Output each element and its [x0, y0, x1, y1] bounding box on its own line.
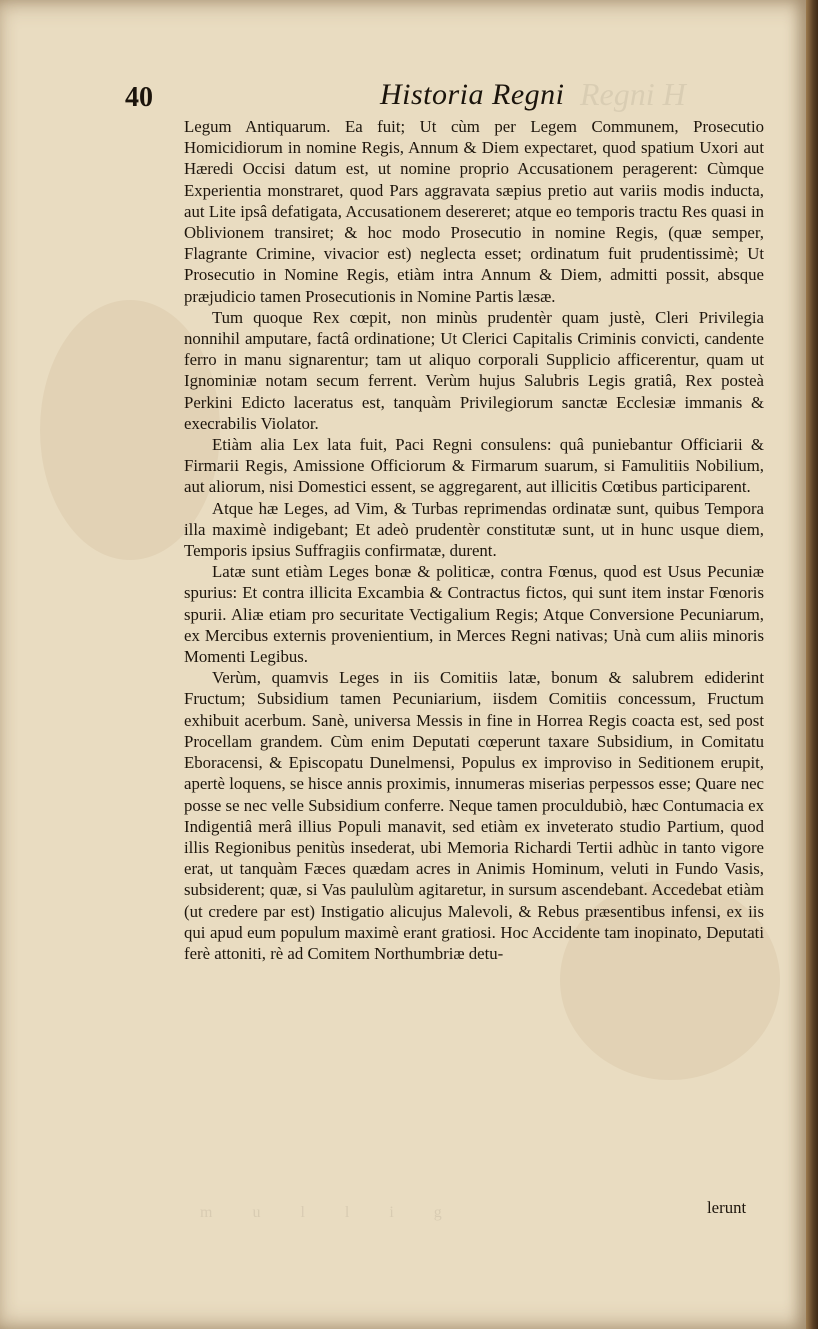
- paragraph: Legum Antiquarum. Ea fuit; Ut cùm per Legem Communem, Prosecutio Homicidiorum in nomine Regis, Annum & Diem expectaret, quod spatium Uxori aut Hæredi Occisi datum est, ut nomine proprio Accusationem peragerent: Cùmque Experientia monstraret, quod Pars aggravata sæpius pretio aut variis modis inducta, aut Lite ipsâ defatigata, Accusationem desereret; atque eo temporis tractu Res quasi in Oblivionem transiret; & hoc modo Prosecutio in nomine Regis, (quæ semper, Flagrante Crimine, vivacior est) neglecta esset; ordinatum fuit prudentissimè; Ut Prosecutio in Nomine Regis, etiàm intra Annum & Diem, admitti possit, absque præjudicio tamen Prosecutionis in Nomine Partis læsæ.: [184, 117, 764, 306]
- show-through-text: m u l l i g: [200, 1204, 460, 1221]
- show-through-text: Regni H: [580, 76, 686, 112]
- running-head: Historia Regni: [380, 78, 565, 111]
- page-body-text: [184, 116, 764, 964]
- catchword: lerunt: [707, 1198, 747, 1217]
- page-edge: [806, 0, 818, 1329]
- paragraph: Tum quoque Rex cœpit, non minùs prudentèr quam justè, Cleri Privilegia nonnihil amputare, factâ ordinatione; Ut Clerici Capitalis Criminis convicti, candente ferro in manu signarentur; tam ut aliquo corporali Supplicio afficerentur, quam ut Ignominiæ notam secum ferrent. Verùm hujus Salubris Legis gratiâ, Rex posteà Perkini Edicto laceratus est, tanquàm Privilegiorum sanctæ Ecclesiæ immanis & execrabilis Violator.: [184, 307, 764, 433]
- paragraph: Etiàm alia Lex lata fuit, Paci Regni consulens: quâ puniebantur Officiarii & Firmarii Regis, Amissione Officiorum & Firmarum suarum, si Famulitiis Nobilium, aut aliorum, nisi Domestici essent, se aggregarent, aut illicitis Cœtibus participarent.: [184, 435, 764, 497]
- paragraph: Latæ sunt etiàm Leges bonæ & politicæ, contra Fœnus, quod est Usus Pecuniæ spurius: Et contra illicita Excambia & Contractus fictos, qui sunt item instar Fœnoris spurii. Aliæ etiam pro securitate Vectigalium Regis; Atque Conversione Pecuniarum, ex Mercibus externis provenientium, in Merces Regni nativas; Unà cum aliis minoris Momenti Legibus.: [184, 562, 764, 667]
- paragraph: Atque hæ Leges, ad Vim, & Turbas reprimendas ordinatæ sunt, quibus Tempora illa maximè indigebant; Et adeò prudentèr constitutæ sunt, ut in hunc usque diem, Temporis ipsius Suffragiis confirmatæ, durent.: [184, 498, 764, 561]
- page-header: [120, 74, 800, 114]
- paragraph: Verùm, quamvis Leges in iis Comitiis latæ, bonum & salubrem ediderint Fructum; Subsidium tamen Pecuniarium, iisdem Comitiis concessum, Fructum exhibuit acerbum. Sanè, universa Messis in fine in Horrea Regis coacta est, sed post Procellam grandem. Cùm enim Deputati cœperunt taxare Subsidium, in Comitatu Eboracensi, & Episcopatu Dunelmensi, Populus ex improviso in Seditionem erupit, apertè loquens, se hisce annis proximis, innumeras miserias perpessos esse; Quare nec posse se nec velle Subsidium conferre. Neque tamen proculdubiò, hæc Contumacia ex Indigentiâ merâ illius Populi manavit, sed etiàm ex inveterato studio Partium, quod illis Regionibus penitùs insederat, ubi Memoria Richardi Tertii adhùc in tanto vigore erat, ut tanquàm Fæces quædam acres in Animis Hominum, veluti in Fundo Vasis, subsiderent; quæ, si Vas paululùm agitaretur, in sursum ascendebant. Accedebat etiàm (ut credere par est) Instigatio alicujus Malevoli, & Rebus præsentibus infensi, ex iis qui apud eum populum maximè erant gratiosi. Hoc Accidente tam inopinato, Deputati ferè attoniti, rè ad Comitem Northumbriæ detu-: [184, 668, 764, 963]
- page-number: 40: [125, 82, 153, 113]
